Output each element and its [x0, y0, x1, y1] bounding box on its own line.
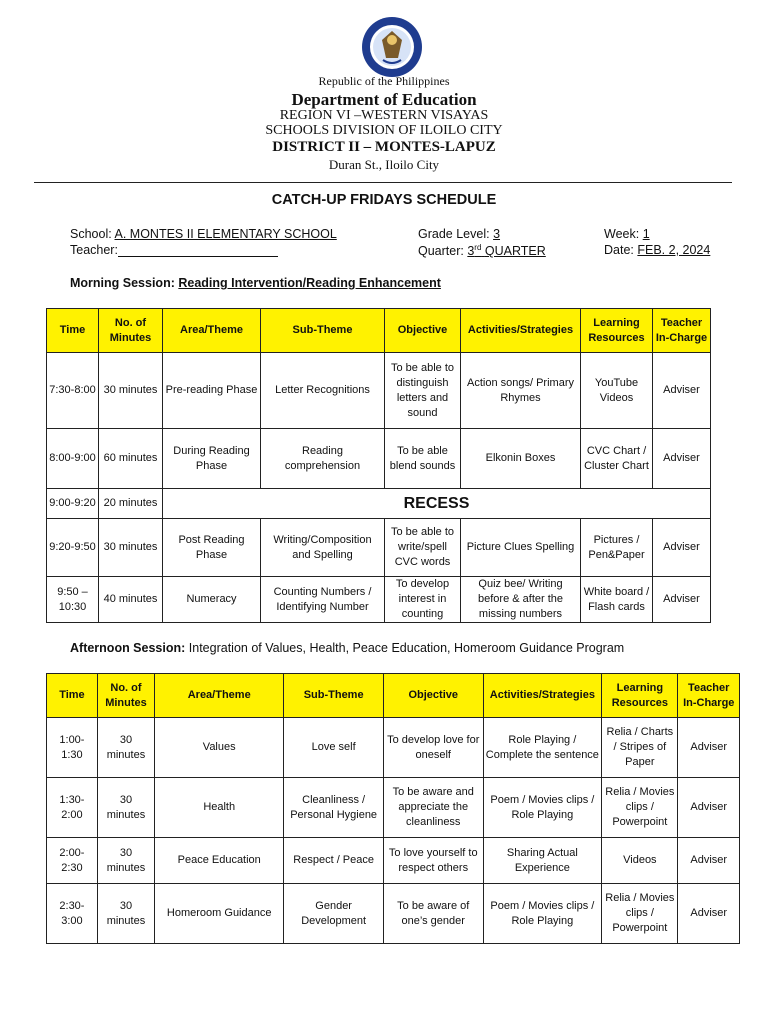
col-time: Time — [47, 309, 99, 353]
col-area: Area/Theme — [155, 674, 284, 718]
department-line: Department of Education — [291, 90, 477, 109]
table-header-row — [47, 309, 711, 353]
school-field: School: A. MONTES II ELEMENTARY SCHOOL — [70, 227, 337, 241]
col-subtheme: Sub-Theme — [261, 309, 385, 353]
col-minutes: No. of Minutes — [99, 309, 163, 353]
col-resources: Learning Resources — [581, 309, 653, 353]
region-line: REGION VI –WESTERN VISAYAS — [279, 108, 489, 123]
table-header-row — [47, 674, 740, 718]
table-row: 9:20-9:50 30 minutes Post Reading Phase Writing/Composition and Spelling To be able to write/spell CVC words Picture Clues Spelling Pictures / Pen&Paper Adviser — [47, 519, 711, 577]
table-row: 8:00-9:00 60 minutes During Reading Phase Reading comprehension To be able blend sounds Elkonin Boxes CVC Chart / Cluster Chart Adviser — [47, 429, 711, 489]
col-objective: Objective — [385, 309, 461, 353]
page-title: CATCH-UP FRIDAYS SCHEDULE — [271, 192, 497, 208]
date-field: Date: FEB. 2, 2024 — [604, 243, 711, 257]
recess-row: 9:00-9:20 20 minutes RECESS — [47, 489, 711, 519]
grade-field: Grade Level: 3 — [418, 227, 501, 241]
quarter-field: Quarter: 3rd QUARTER — [418, 243, 546, 259]
table-row: 2:30-3:00 30 minutes Homeroom Guidance Gender Development To be aware of one’s gender Poem / Movies clips / Role Playing Relia / Movies clips / Powerpoint Adviser — [47, 884, 740, 944]
col-minutes: No. of Minutes — [97, 674, 154, 718]
afternoon-session-label: Afternoon Session: Integration of Values, Health, Peace Education, Homeroom Guidance Program — [70, 641, 625, 655]
col-resources: Learning Resources — [602, 674, 678, 718]
col-teacher: Teacher In-Charge — [678, 674, 740, 718]
republic-line: Republic of the Philippines — [318, 74, 450, 88]
district-line: DISTRICT II – MONTES-LAPUZ — [272, 139, 496, 155]
col-activities: Activities/Strategies — [483, 674, 602, 718]
col-time: Time — [47, 674, 98, 718]
address-line: Duran St., Iloilo City — [328, 157, 440, 172]
col-area: Area/Theme — [163, 309, 261, 353]
table-row: 2:00-2:30 30 minutes Peace Education Respect / Peace To love yourself to respect others Sharing Actual Experience Videos Adviser — [47, 838, 740, 884]
table-row: 9:50 – 10:30 40 minutes Numeracy Counting Numbers / Identifying Number To develop interest in counting Quiz bee/ Writing before & after the missing numbers White board / Flash cards Adviser — [47, 577, 711, 623]
deped-seal-logo — [361, 16, 423, 78]
header-divider — [34, 182, 732, 183]
week-field: Week: 1 — [604, 227, 650, 241]
teacher-field: Teacher: — [70, 243, 278, 257]
col-objective: Objective — [383, 674, 483, 718]
table-row: 1:30-2:00 30 minutes Health Cleanliness / Personal Hygiene To be aware and appreciate the cleanliness Poem / Movies clips / Role Playing Relia / Movies clips / Powerpoint Adviser — [47, 778, 740, 838]
division-line: SCHOOLS DIVISION OF ILOILO CITY — [265, 123, 503, 138]
teacher-blank — [118, 244, 278, 257]
table-row: 1:00-1:30 30 minutes Values Love self To develop love for oneself Role Playing / Complete the sentence Relia / Charts / Stripes of Paper Adviser — [47, 718, 740, 778]
col-subtheme: Sub-Theme — [284, 674, 384, 718]
morning-schedule-table — [46, 308, 711, 623]
table-row: 7:30-8:00 30 minutes Pre-reading Phase Letter Recognitions To be able to distinguish letters and sound Action songs/ Primary Rhymes YouTube Videos Adviser — [47, 353, 711, 429]
col-teacher: Teacher In-Charge — [653, 309, 711, 353]
school-value: A. MONTES II ELEMENTARY SCHOOL — [114, 227, 337, 241]
morning-session-label: Morning Session: Reading Intervention/Reading Enhancement — [70, 276, 441, 290]
afternoon-schedule-table — [46, 673, 740, 944]
col-activities: Activities/Strategies — [461, 309, 581, 353]
recess-label: RECESS — [163, 489, 711, 519]
